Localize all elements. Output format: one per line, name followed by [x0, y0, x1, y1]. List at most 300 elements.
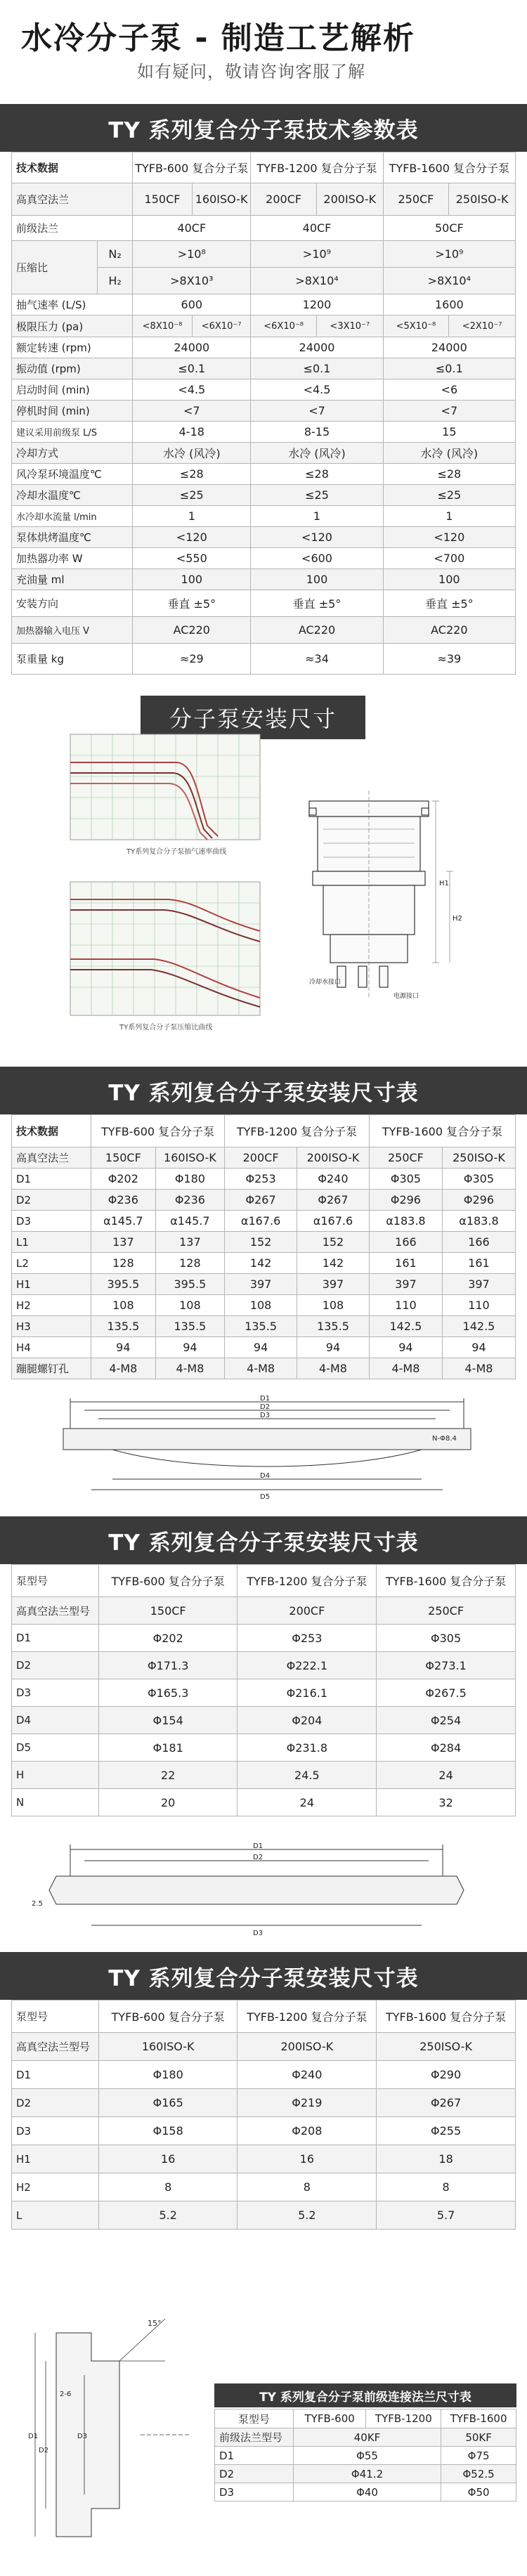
spec-cell: AC220 [383, 617, 515, 644]
table-cell: 110 [369, 1295, 442, 1316]
table-cell: 4-M8 [442, 1358, 515, 1379]
table-header-cell: 泵型号 [12, 2001, 99, 2033]
table-cell: Φ202 [98, 1625, 238, 1652]
table-cell: Φ154 [98, 1707, 238, 1734]
spec-cell: ≈29 [133, 644, 251, 675]
row-label: L2 [12, 1253, 91, 1274]
spec-label: 抽气速率 (L/S) [12, 294, 133, 316]
spec-cell: ≤25 [133, 485, 251, 506]
spec-cell: >8X10⁴ [383, 268, 515, 294]
foreline-flange-drawing [14, 2305, 204, 2565]
table-cell: 16 [98, 2145, 238, 2173]
table-cell: 135.5 [297, 1316, 370, 1337]
row-label: D1 [12, 2061, 99, 2089]
table-cell: 4-M8 [155, 1358, 225, 1379]
table-cell: Φ208 [238, 2117, 377, 2145]
spec-cell: <120 [251, 527, 383, 548]
row-label: H4 [12, 1337, 91, 1358]
table-row [12, 1707, 516, 1734]
foreline-table-title: TY 系列复合分子泵前级连接法兰尺寸表 [214, 2383, 516, 2407]
table-cell: 395.5 [91, 1274, 156, 1295]
row-label: D2 [215, 2465, 294, 2483]
iso-d1-label: D1 [253, 1842, 264, 1850]
table-row [12, 1211, 516, 1232]
table-cell: 250CF [369, 1147, 442, 1169]
spec-cell: <120 [133, 527, 251, 548]
table-row [12, 1734, 516, 1762]
table-cell: Φ52.5 [441, 2465, 516, 2483]
row-label: D1 [215, 2447, 294, 2465]
row-label: D2 [12, 2089, 99, 2117]
table-cell: Φ158 [98, 2117, 238, 2145]
spec-cell: <2X10⁻⁷ [449, 316, 516, 337]
table-row [12, 1169, 516, 1190]
spec-label: 极限压力 (pa) [12, 316, 133, 337]
spec-label: 风冷泵环境温度℃ [12, 464, 133, 485]
fl-d1-label: D1 [28, 2433, 39, 2440]
pump-drawing [295, 787, 471, 1005]
table-cell: 24.5 [238, 1762, 377, 1789]
table-cell: 135.5 [225, 1316, 297, 1337]
spec-cell: 8-15 [251, 422, 383, 443]
dim-h1-label: H1 [439, 880, 449, 887]
table-row [12, 1232, 516, 1253]
install-table-3 [11, 2000, 516, 2230]
table-cell: 4-M8 [297, 1358, 370, 1379]
table-header-cell: TYFB-1600 复合分子泵 [369, 1115, 515, 1147]
table-cell: 250CF [377, 1597, 516, 1625]
spec-cell: 水冷 (风冷) [383, 443, 515, 464]
row-label: D3 [12, 1211, 91, 1232]
spec-cell: 1600 [383, 294, 515, 316]
spec-label: 加热器功率 W [12, 548, 133, 569]
table-cell: Φ284 [377, 1734, 516, 1762]
spec-cell: 50CF [383, 216, 515, 241]
table-cell: 94 [297, 1337, 370, 1358]
table-cell: 152 [225, 1232, 297, 1253]
spec-cell: <8X10⁻⁸ [133, 316, 193, 337]
table-row [12, 2033, 516, 2061]
table-cell: Φ254 [377, 1707, 516, 1734]
table-cell: 160ISO-K [155, 1147, 225, 1169]
table-cell: 152 [297, 1232, 370, 1253]
spec-cell: AC220 [251, 617, 383, 644]
row-label: D1 [12, 1169, 91, 1190]
fl-note-label: 2-6 [60, 2390, 72, 2398]
table-cell: 94 [369, 1337, 442, 1358]
spec-cell: 100 [251, 569, 383, 590]
table-cell: Φ267 [225, 1190, 297, 1211]
table-cell: Φ222.1 [238, 1652, 377, 1679]
row-label: L [12, 2201, 99, 2230]
table-cell: α145.7 [91, 1211, 156, 1232]
table-cell: Φ267 [297, 1190, 370, 1211]
row-label: D2 [12, 1190, 91, 1211]
row-label: D3 [12, 2117, 99, 2145]
spec-cell: ≈34 [251, 644, 383, 675]
table-cell: 142.5 [442, 1316, 515, 1337]
table-header-cell: TYFB-1200 复合分子泵 [225, 1115, 370, 1147]
spec-cell: <3X10⁻⁷ [316, 316, 383, 337]
table-row [12, 2061, 516, 2089]
table-cell: 142.5 [369, 1316, 442, 1337]
table-row [12, 1147, 516, 1169]
table-cell: α167.6 [297, 1211, 370, 1232]
table-header-cell: 技术数据 [12, 1115, 91, 1147]
hole-note-label: N-Φ8.4 [432, 1435, 457, 1443]
table-cell: 32 [377, 1789, 516, 1816]
table-row [12, 1597, 516, 1625]
spec-cell: ≤0.1 [251, 358, 383, 379]
spec-label: 额定转速 (rpm) [12, 337, 133, 358]
spec-cell: >8X10⁴ [251, 268, 383, 294]
row-label: D3 [12, 1679, 99, 1707]
table-header-cell: TYFB-1600 [441, 2409, 516, 2428]
spec-cell: 24000 [133, 337, 251, 358]
row-label: D2 [12, 1652, 99, 1679]
page-title: 水冷分子泵 - 制造工艺解析 [21, 20, 415, 56]
table-row [215, 2447, 516, 2465]
spec-cell: 40CF [251, 216, 383, 241]
table-row [12, 1625, 516, 1652]
table-cell: Φ253 [238, 1625, 377, 1652]
spec-cell: 垂直 ±5° [383, 590, 515, 617]
spec-cell: 1200 [251, 294, 383, 316]
spec-cell: 水冷 (风冷) [251, 443, 383, 464]
fl-d2-label: D2 [39, 2447, 49, 2454]
table-cell: 20 [98, 1789, 238, 1816]
spec-cell: <120 [383, 527, 515, 548]
table-cell: 200CF [238, 1597, 377, 1625]
row-label: L1 [12, 1232, 91, 1253]
fl-d3-label: D3 [77, 2433, 88, 2440]
speed-curve-caption: TY系列复合分子泵抽气速率曲线 [126, 848, 227, 856]
spec-label: 充油量 ml [12, 569, 133, 590]
spec-cell: 40CF [133, 216, 251, 241]
table-cell: 142 [297, 1253, 370, 1274]
row-label: H2 [12, 1295, 91, 1316]
spec-cell: 24000 [383, 337, 515, 358]
row-label: D3 [215, 2483, 294, 2502]
table-cell: Φ305 [377, 1625, 516, 1652]
table-cell: 108 [297, 1295, 370, 1316]
table-cell: 397 [297, 1274, 370, 1295]
spec-cell: <6 [383, 379, 515, 401]
table-cell: Φ305 [369, 1169, 442, 1190]
row-label: D4 [12, 1707, 99, 1734]
table-cell: 24 [377, 1762, 516, 1789]
table-cell: 135.5 [155, 1316, 225, 1337]
install-table1-title: TY 系列复合分子泵安装尺寸表 [0, 1067, 527, 1114]
spec-cell: 200CF [251, 183, 317, 216]
spec-cell: AC220 [133, 617, 251, 644]
install-section-title: 分子泵安装尺寸 [141, 696, 365, 739]
table-cell: 137 [155, 1232, 225, 1253]
table-cell: 142 [225, 1253, 297, 1274]
table-header-cell: TYFB-600 [293, 2409, 366, 2428]
table-cell: 395.5 [155, 1274, 225, 1295]
table-cell: 200ISO-K [238, 2033, 377, 2061]
table-cell: Φ41.2 [293, 2465, 441, 2483]
spec-label: 水冷却水流量 l/min [12, 506, 133, 527]
table-cell: 200CF [225, 1147, 297, 1169]
table-cell: 8 [238, 2173, 377, 2201]
cf-flange-drawing [49, 1395, 485, 1511]
iso-flange-drawing [28, 1841, 485, 1946]
table-cell: 24 [238, 1789, 377, 1816]
table-cell: 22 [98, 1762, 238, 1789]
table-cell: 5.2 [238, 2201, 377, 2230]
table-cell: 137 [91, 1232, 156, 1253]
table-cell: Φ236 [155, 1190, 225, 1211]
spec-cell: <700 [383, 548, 515, 569]
spec-label: 压缩比 [12, 241, 98, 294]
table-row [12, 2201, 516, 2230]
spec-cell: ≤0.1 [133, 358, 251, 379]
table-cell: 135.5 [91, 1316, 156, 1337]
table-header-cell: TYFB-1200 复合分子泵 [238, 1565, 377, 1597]
table-row [12, 1679, 516, 1707]
table-cell: 161 [442, 1253, 515, 1274]
compression-curve-figure [49, 868, 267, 1036]
row-label: H1 [12, 2145, 99, 2173]
table-cell: 161 [369, 1253, 442, 1274]
spec-label: 冷却方式 [12, 443, 133, 464]
table-header-cell: TYFB-1200 复合分子泵 [238, 2001, 377, 2033]
power-port-label: 电源接口 [393, 993, 419, 1000]
spec-cell: ≤28 [251, 464, 383, 485]
spec-label: 停机时间 (min) [12, 401, 133, 422]
table-cell: Φ240 [297, 1169, 370, 1190]
table-cell: Φ171.3 [98, 1652, 238, 1679]
spec-cell: 600 [133, 294, 251, 316]
spec-cell: 100 [133, 569, 251, 590]
spec-label: 建议采用前级泵 L/S [12, 422, 133, 443]
table-cell: 128 [155, 1253, 225, 1274]
table-header-cell: TYFB-1200 [366, 2409, 441, 2428]
table-cell: α183.8 [442, 1211, 515, 1232]
spec-cell: <7 [383, 401, 515, 422]
spec-label: 前级法兰 [12, 216, 133, 241]
spec-header-cell: TYFB-1200 复合分子泵 [251, 152, 383, 183]
table-cell: 397 [442, 1274, 515, 1295]
table-header-cell: TYFB-600 复合分子泵 [98, 1565, 238, 1597]
spec-cell: <7 [251, 401, 383, 422]
compression-curve-caption: TY系列复合分子泵压缩比曲线 [119, 1024, 213, 1032]
table-cell: 150CF [91, 1147, 156, 1169]
spec-label: N₂ [97, 241, 132, 268]
table-cell: α145.7 [155, 1211, 225, 1232]
table-cell: 397 [369, 1274, 442, 1295]
table-cell: Φ204 [238, 1707, 377, 1734]
water-port-label: 冷却水接口 [309, 979, 341, 986]
table-cell: Φ231.8 [238, 1734, 377, 1762]
spec-cell: 水冷 (风冷) [133, 443, 251, 464]
table-cell: 200ISO-K [297, 1147, 370, 1169]
dim-d5-label: D5 [260, 1493, 271, 1501]
table-cell: Φ216.1 [238, 1679, 377, 1707]
spec-cell: <5X10⁻⁸ [383, 316, 449, 337]
table-cell: 108 [225, 1295, 297, 1316]
row-label: H2 [12, 2173, 99, 2201]
spec-cell: <600 [251, 548, 383, 569]
spec-header-cell: TYFB-600 复合分子泵 [133, 152, 251, 183]
table-cell: 94 [225, 1337, 297, 1358]
spec-header-cell: TYFB-1600 复合分子泵 [383, 152, 515, 183]
table-cell: Φ253 [225, 1169, 297, 1190]
row-label: 蹦腿螺钉孔 [12, 1358, 91, 1379]
spec-cell: ≤28 [383, 464, 515, 485]
spec-label: 高真空法兰 [12, 183, 133, 216]
spec-label: 振动值 (rpm) [12, 358, 133, 379]
table-row [12, 2173, 516, 2201]
table-cell: Φ296 [369, 1190, 442, 1211]
iso-dim-label: 2.5 [32, 1900, 43, 1908]
spec-label: H₂ [97, 268, 132, 294]
table-row [12, 2089, 516, 2117]
table-cell: 50KF [441, 2428, 516, 2447]
table-cell: Φ240 [238, 2061, 377, 2089]
spec-cell: <7 [133, 401, 251, 422]
install-table3-title: TY 系列复合分子泵安装尺寸表 [0, 1952, 527, 2000]
table-cell: 150CF [98, 1597, 238, 1625]
spec-cell: ≤25 [251, 485, 383, 506]
table-cell: Φ75 [441, 2447, 516, 2465]
foreline-table [214, 2409, 516, 2502]
table-cell: Φ255 [377, 2117, 516, 2145]
table-cell: Φ202 [91, 1169, 156, 1190]
dim-d4-label: D4 [260, 1472, 271, 1480]
table-cell: Φ290 [377, 2061, 516, 2089]
spec-cell: ≈39 [383, 644, 515, 675]
table-cell: 5.2 [98, 2201, 238, 2230]
table-cell: Φ50 [441, 2483, 516, 2502]
table-cell: Φ40 [293, 2483, 441, 2502]
spec-cell: 4-18 [133, 422, 251, 443]
table-cell: 108 [91, 1295, 156, 1316]
table-cell: 8 [377, 2173, 516, 2201]
angle-label: 15° [148, 2319, 162, 2328]
spec-cell: 200ISO-K [316, 183, 383, 216]
spec-cell: 24000 [251, 337, 383, 358]
spec-cell: 150CF [133, 183, 193, 216]
table-cell: Φ296 [442, 1190, 515, 1211]
table-row [215, 2465, 516, 2483]
table-cell: 250ISO-K [442, 1147, 515, 1169]
table-header-cell: TYFB-600 复合分子泵 [91, 1115, 225, 1147]
dim-d2-label: D2 [260, 1403, 271, 1411]
spec-cell: 100 [383, 569, 515, 590]
table-cell: 8 [98, 2173, 238, 2201]
spec-cell: <4.5 [251, 379, 383, 401]
spec-cell: ≤28 [133, 464, 251, 485]
spec-cell: 1 [251, 506, 383, 527]
spec-cell: 垂直 ±5° [133, 590, 251, 617]
table-header-cell: TYFB-1600 复合分子泵 [377, 1565, 516, 1597]
dim-h2-label: H2 [453, 915, 462, 923]
table-cell: Φ165.3 [98, 1679, 238, 1707]
dim-d1-label: D1 [260, 1395, 271, 1403]
spec-cell: >8X10³ [133, 268, 251, 294]
spec-cell: 垂直 ±5° [251, 590, 383, 617]
table-cell: α167.6 [225, 1211, 297, 1232]
spec-header-cell: 技术数据 [12, 152, 133, 183]
row-label: D5 [12, 1734, 99, 1762]
dim-d3-label: D3 [260, 1412, 271, 1419]
spec-cell: >10⁹ [251, 241, 383, 268]
table-cell: Φ305 [442, 1169, 515, 1190]
spec-cell: >10⁹ [383, 241, 515, 268]
spec-label: 启动时间 (min) [12, 379, 133, 401]
table-cell: 4-M8 [225, 1358, 297, 1379]
table-row [12, 1274, 516, 1295]
table-cell: Φ180 [98, 2061, 238, 2089]
table-cell: Φ181 [98, 1734, 238, 1762]
table-cell: α183.8 [369, 1211, 442, 1232]
row-label: 高真空法兰型号 [12, 1597, 99, 1625]
install-table-2 [11, 1564, 516, 1816]
table-cell: Φ267.5 [377, 1679, 516, 1707]
spec-table-title: TY 系列复合分子泵技术参数表 [0, 104, 527, 152]
table-header-cell: 泵型号 [12, 1565, 99, 1597]
table-row [12, 1190, 516, 1211]
page-header [0, 0, 527, 102]
spec-cell: 250ISO-K [449, 183, 516, 216]
table-cell: Φ273.1 [377, 1652, 516, 1679]
iso-d2-label: D2 [253, 1854, 264, 1861]
spec-cell: <6X10⁻⁷ [192, 316, 251, 337]
table-row [12, 2117, 516, 2145]
table-cell: 16 [238, 2145, 377, 2173]
table-row [215, 2483, 516, 2502]
table-cell: 4-M8 [91, 1358, 156, 1379]
table-row [12, 1295, 516, 1316]
table-cell: Φ219 [238, 2089, 377, 2117]
spec-cell: 160ISO-K [192, 183, 251, 216]
table-cell: 94 [155, 1337, 225, 1358]
spec-cell: ≤25 [383, 485, 515, 506]
page-subtitle: 如有疑问，敬请咨询客服了解 [137, 62, 365, 82]
spec-cell: >10⁸ [133, 241, 251, 268]
table-row [12, 1253, 516, 1274]
row-label: 高真空法兰型号 [12, 2033, 99, 2061]
row-label: 前级法兰型号 [215, 2428, 294, 2447]
table-cell: Φ236 [91, 1190, 156, 1211]
table-cell: 166 [369, 1232, 442, 1253]
install-table2-title: TY 系列复合分子泵安装尺寸表 [0, 1516, 527, 1564]
table-cell: Φ267 [377, 2089, 516, 2117]
table-row [12, 1762, 516, 1789]
install-table-1 [11, 1114, 516, 1379]
table-header-cell: TYFB-1600 复合分子泵 [377, 2001, 516, 2033]
table-cell: Φ165 [98, 2089, 238, 2117]
spec-label: 冷却水温度℃ [12, 485, 133, 506]
table-cell: 94 [91, 1337, 156, 1358]
spec-cell: 1 [133, 506, 251, 527]
table-cell: 108 [155, 1295, 225, 1316]
spec-cell: ≤0.1 [383, 358, 515, 379]
spec-label: 加热器输入电压 V [12, 617, 133, 644]
table-row [215, 2428, 516, 2447]
spec-cell: 15 [383, 422, 515, 443]
speed-curve-figure [49, 720, 267, 861]
table-row [12, 1789, 516, 1816]
table-header-cell: TYFB-600 复合分子泵 [98, 2001, 238, 2033]
spec-cell: 1 [383, 506, 515, 527]
row-label: H3 [12, 1316, 91, 1337]
spec-label: 泵重量 kg [12, 644, 133, 675]
table-cell: 166 [442, 1232, 515, 1253]
